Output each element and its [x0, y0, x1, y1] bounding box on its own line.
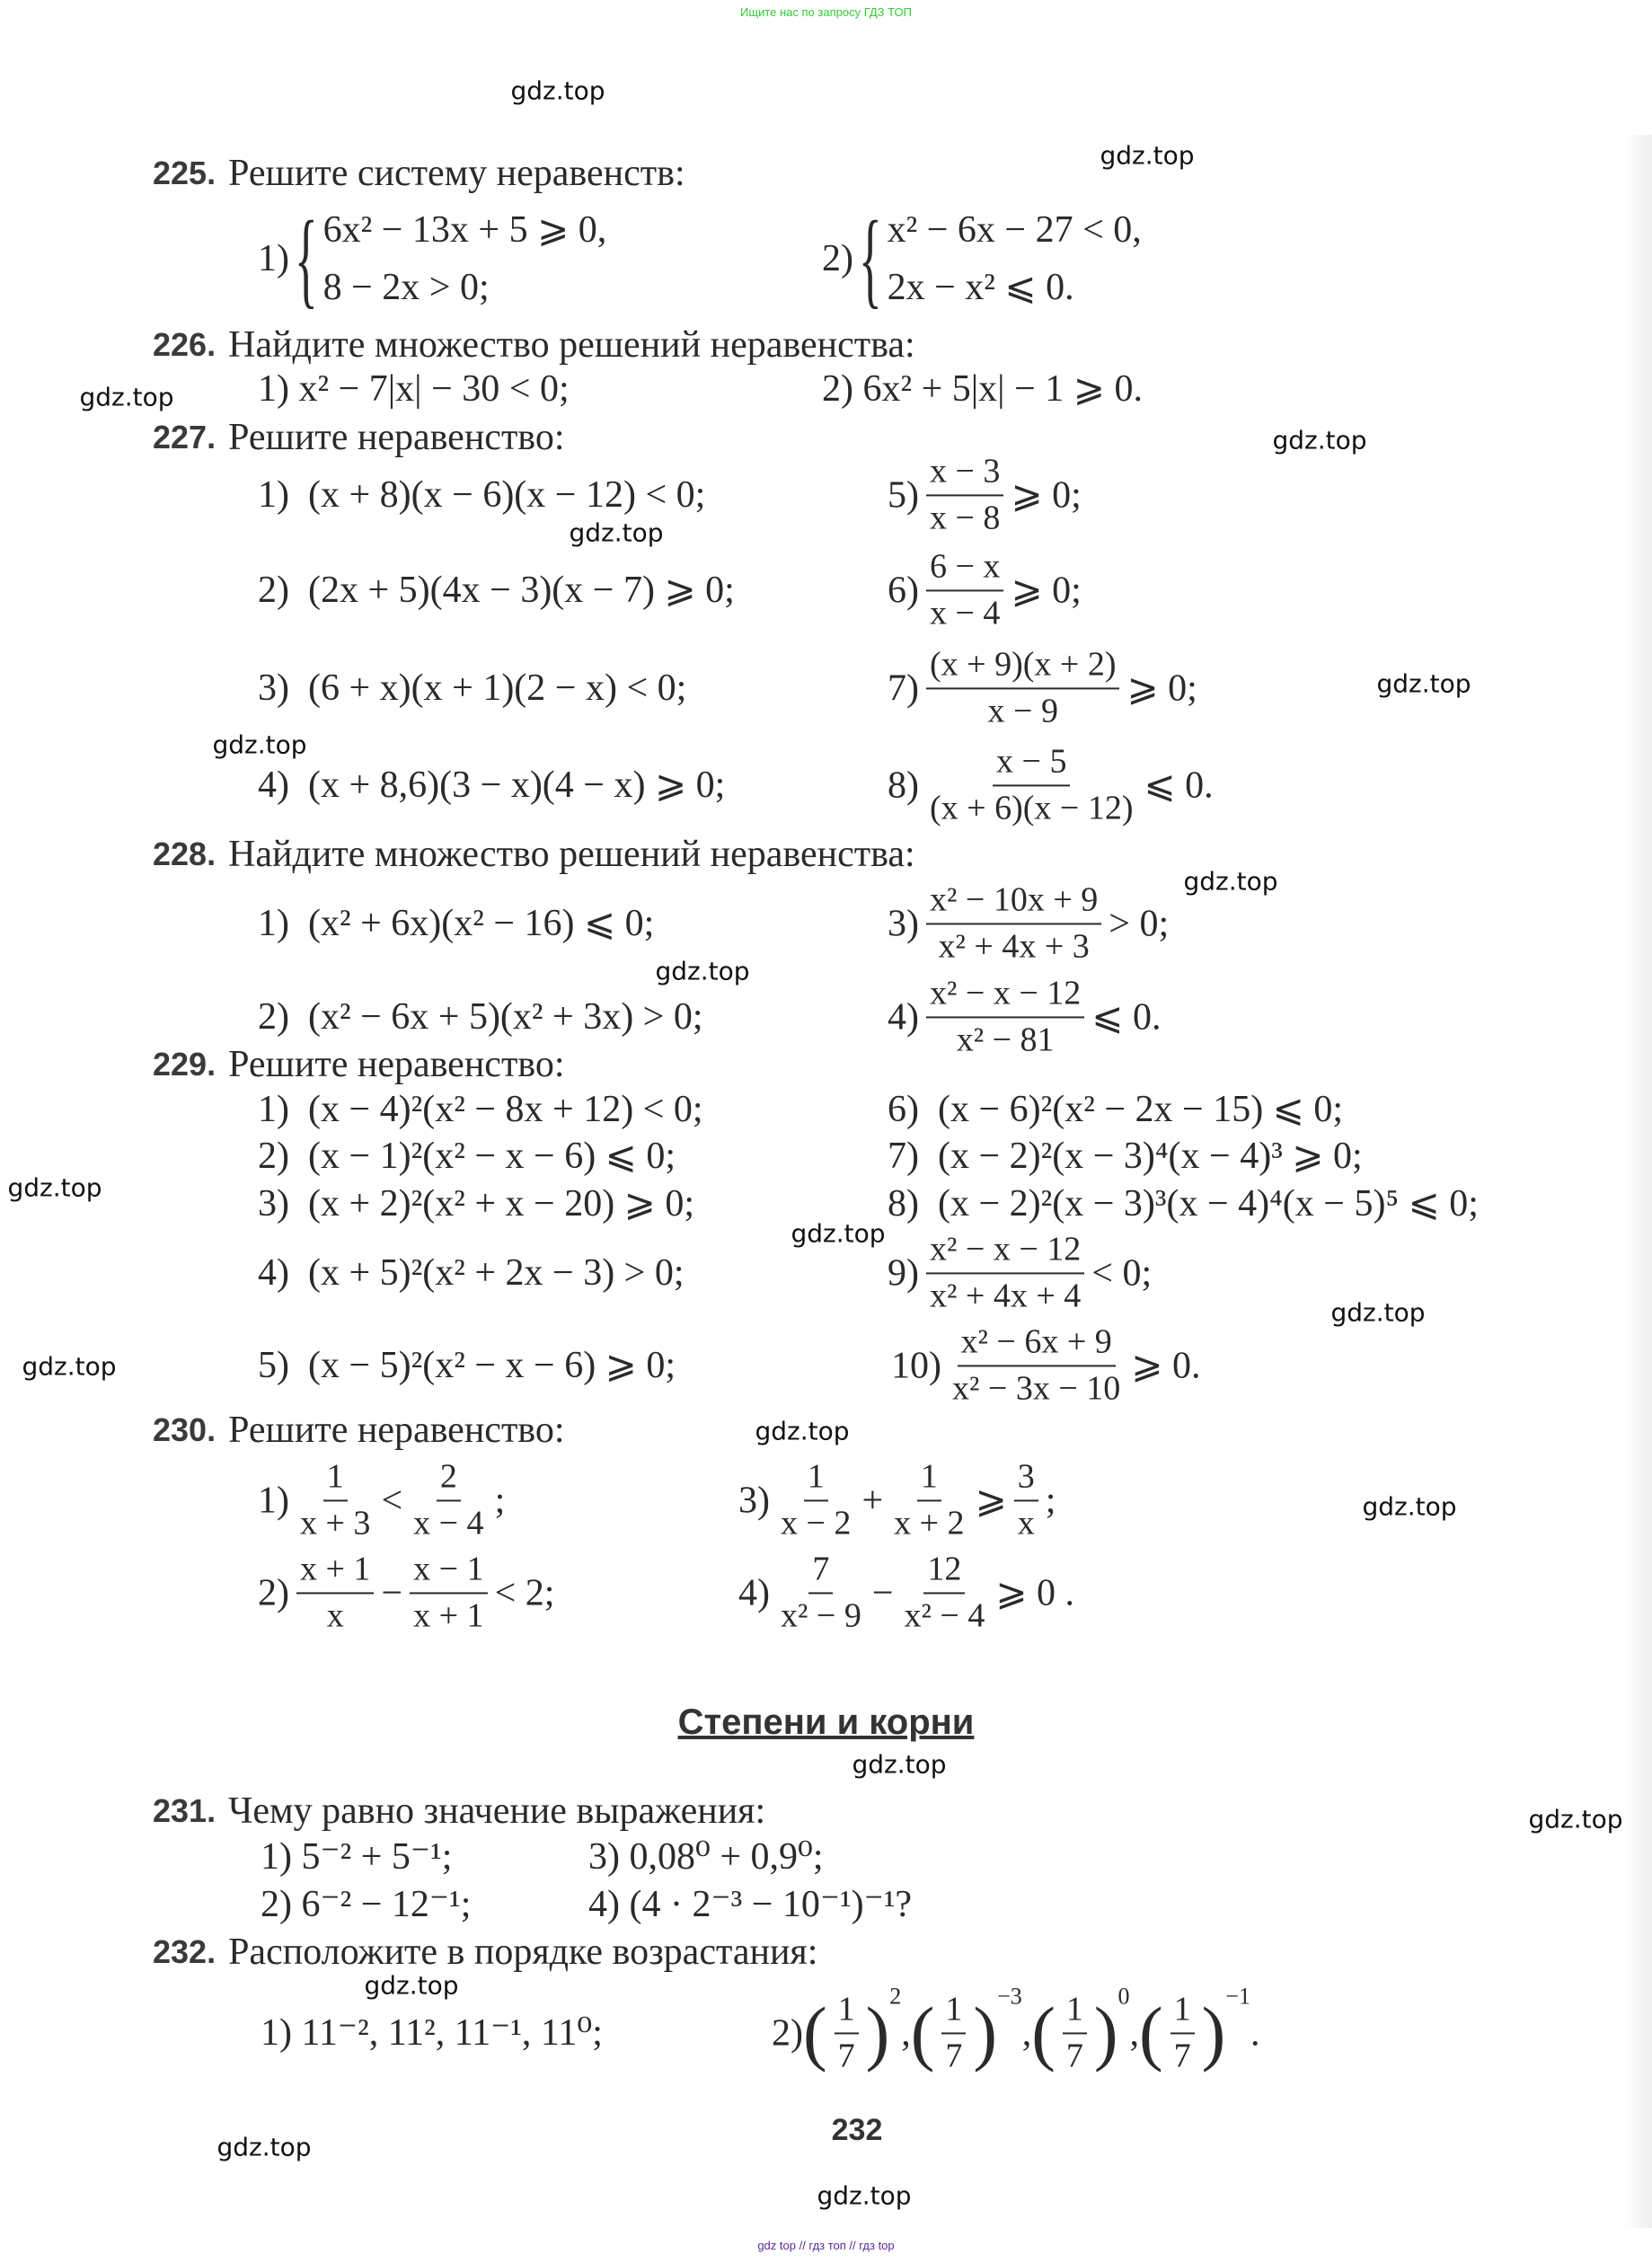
problem-229-item: 5) (x − 5)²(x² − x − 6) ⩾ 0; [258, 1344, 676, 1386]
problem-226-title: 226. Найдите множество решений неравенства: [153, 323, 915, 366]
fraction: 1 7 [835, 1989, 859, 2076]
problem-225-title: 225. Решите систему неравенств: [153, 152, 685, 194]
problem-229-item: 3) (x + 2)²(x² + x − 20) ⩾ 0; [258, 1182, 695, 1224]
watermark: gdz.top [755, 1416, 850, 1446]
watermark: gdz.top [655, 956, 750, 986]
fraction: 1 7 [941, 1989, 966, 2076]
footer-note: gdz top // гдз топ // гдз top [757, 2239, 895, 2252]
problem-230-item: 1) 1 x + 3 < 2 x − 4 ; [258, 1456, 505, 1543]
watermark: gdz.top [7, 1172, 102, 1203]
problem-230-item: 2) x + 1 x − $\frac{x - 1}{x + 1}$ < 2; [258, 1549, 554, 1636]
fraction: 1 x − 2 [781, 1457, 852, 1542]
problem-229-item: 4) (x + 5)²(x² + 2x − 3) > 0; [258, 1251, 685, 1294]
problem-230-item: 4) 7 x² − 9 − $\frac{12}{\text{x² − 4}}$ ⩾ 0 . [738, 1549, 1074, 1636]
watermark: gdz.top [1272, 425, 1367, 455]
fraction: x − 5 (x + 6)(x − 12) [930, 742, 1134, 827]
problem-227-item: 2) (2x + 5)(4x − 3)(x − 7) ⩾ 0; [258, 569, 735, 611]
problem-229-title: 229. Решите неравенство: [153, 1043, 565, 1085]
watermark: gdz.top [364, 1970, 459, 2001]
problem-225-item-2: 2) { x² − 6x − 27 < 0, 2x − x² ⩽ 0. [822, 199, 1142, 318]
problem-227-item: 1) (x + 8)(x − 6)(x − 12) < 0; [258, 473, 706, 516]
problem-229-item: 7) (x − 2)²(x − 3)⁴(x − 4)³ ⩾ 0; [888, 1135, 1363, 1177]
fraction: x² − x − 12 x² − 81 [926, 973, 1084, 1060]
fraction: x + 1 x [296, 1549, 374, 1636]
problem-231-item: 4) (4 · 2⁻³ − 10⁻¹)⁻¹? [588, 1883, 913, 1925]
watermark: gdz.top [79, 382, 174, 412]
problem-228-item: 2) (x² − 6x + 5)(x² + 3x) > 0; [258, 995, 703, 1038]
problem-229-item: 1) (x − 4)²(x² − 8x + 12) < 0; [258, 1088, 703, 1130]
fraction: $\frac{12}{\text{x² − 4}}$ [904, 1550, 985, 1634]
problem-232-item: 2) ( 1 7 ) 2 , ( 1 7 ) −3 , ( 1 7 ) 0 , ( 1 7 ) −1 . [772, 1989, 1259, 2076]
section-title: Степени и корни [677, 1702, 975, 1742]
problem-228-fraction-item: 3) x² − 10x + 9 x² + 4x + 3 > 0; [888, 880, 1169, 967]
fraction: x² − 6x + 9 x² − 3x − 10 [952, 1322, 1121, 1407]
watermark: gdz.top [510, 75, 605, 106]
fraction: x − 3 x − 8 [926, 451, 1003, 538]
watermark: gdz.top [1100, 140, 1195, 171]
fraction: x² − x − 12 x² + 4x + 4 [926, 1229, 1084, 1316]
watermark: gdz.top [1330, 1297, 1426, 1328]
watermark: gdz.top [1528, 1804, 1623, 1834]
fraction: x² − 10x + 9 x² + 4x + 3 [926, 880, 1101, 967]
problem-227-fraction-item: 7) (x + 9)(x + 2) x − 9 ⩾ 0; [888, 644, 1197, 731]
problem-228-item: 1) (x² + 6x)(x² − 16) ⩽ 0; [258, 902, 655, 944]
problem-231-item: 2) 6⁻² − 12⁻¹; [261, 1883, 472, 1925]
problem-229-fraction-item: 10) x² − 6x + 9 x² − 3x − 10 ⩾ 0. [891, 1322, 1200, 1409]
problem-228-title: 228. Найдите множество решений неравенства: [153, 833, 915, 875]
watermark: gdz.top [22, 1351, 117, 1382]
problem-229-item: 8) (x − 2)²(x − 3)³(x − 4)⁴(x − 5)⁵ ⩽ 0; [888, 1182, 1479, 1224]
watermark: gdz.top [791, 1218, 886, 1249]
watermark: gdz.top [1376, 668, 1471, 699]
problem-227-title: 227. Решите неравенство: [153, 416, 565, 458]
fraction: 1 7 [1171, 1989, 1195, 2076]
page-number: 232 [831, 2113, 883, 2147]
problem-226-item: 1) x² − 7|x| − 30 < 0; [258, 367, 570, 410]
fraction: (x + 9)(x + 2) x − 9 [926, 644, 1119, 731]
fraction: 1 7 [1063, 1989, 1087, 2076]
problem-227-item: 4) (x + 8,6)(3 − x)(4 − x) ⩾ 0; [258, 764, 726, 806]
problem-225-item-1: 1) { 6x² − 13x + 5 ⩾ 0, 8 − 2x > 0; [258, 199, 607, 318]
fraction: 3 x [1014, 1456, 1038, 1543]
problem-231-item: 1) 5⁻² + 5⁻¹; [261, 1835, 453, 1878]
problem-226-item: 2) 6x² + 5|x| − 1 ⩾ 0. [822, 367, 1143, 410]
watermark: gdz.top [212, 729, 307, 760]
watermark: gdz.top [852, 1749, 947, 1780]
watermark: gdz.top [817, 2180, 912, 2211]
problem-227-fraction-item: 5) x − 3 x − 8 ⩾ 0; [888, 451, 1082, 538]
problem-229-item: 6) (x − 6)²(x² − 2x − 15) ⩽ 0; [888, 1088, 1344, 1130]
problem-230-item: 3) 1 x − 2 + $\frac{1}{x + 2}$ ⩾ 3 x ; [738, 1456, 1056, 1543]
header-note: Ищите нас по запросу ГДЗ ТОП [740, 5, 912, 19]
watermark: gdz.top [569, 517, 664, 548]
fraction: $\frac{x - 1}{x + 1}$ [410, 1549, 487, 1636]
watermark: gdz.top [1183, 866, 1278, 897]
watermark: gdz.top [1362, 1491, 1457, 1522]
brace: { [858, 199, 882, 318]
problem-232-item: 1) 11⁻², 11², 11⁻¹, 11⁰; [261, 2011, 603, 2054]
problem-229-fraction-item: 9) x² − x − 12 x² + 4x + 4 < 0; [888, 1229, 1152, 1316]
problem-227-fraction-item: 6) 6 − x x − 4 ⩾ 0; [888, 546, 1082, 633]
fraction: $\frac{1}{x + 2}$ [894, 1457, 965, 1542]
problem-227-item: 3) (6 + x)(x + 1)(2 − x) < 0; [258, 667, 687, 709]
problem-231-title: 231. Чему равно значение выражения: [153, 1790, 766, 1832]
watermark: gdz.top [216, 2132, 312, 2162]
problem-230-title: 230. Решите неравенство: [153, 1409, 565, 1451]
fraction: 2 x − 4 [413, 1457, 484, 1542]
fraction: 6 − x x − 4 [926, 546, 1003, 633]
problem-227-fraction-item: 8) x − 5 (x + 6)(x − 12) ⩽ 0. [888, 741, 1214, 828]
brace: { [294, 199, 318, 318]
page-edge-shadow [1625, 135, 1652, 2228]
problem-229-item: 2) (x − 1)²(x² − x − 6) ⩽ 0; [258, 1135, 676, 1177]
fraction: 7 x² − 9 [781, 1550, 861, 1634]
problem-232-title: 232. Расположите в порядке возрастания: [153, 1931, 818, 1973]
problem-231-item: 3) 0,08⁰ + 0,9⁰; [588, 1835, 824, 1878]
problem-228-fraction-item: 4) x² − x − 12 x² − 81 ⩽ 0. [888, 973, 1161, 1060]
fraction: 1 x + 3 [300, 1457, 371, 1542]
